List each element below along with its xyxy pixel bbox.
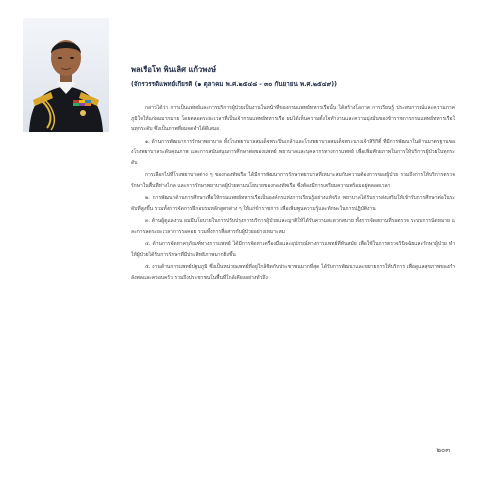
body-text: [131, 103, 455, 443]
officer-portrait: [23, 18, 109, 132]
paragraph: การเลือกไปที่โรงพยาบาลต่าง ๆ ของกองทัพเรือ ได้มีการพัฒนาการรักษาพยาบาลที่เหมาะสมกับความต้องการของผู้ป่วย รวมถึงการให้บริการตรวจรักษาในพื้นที่ห่างไกล และการรักษาพยาบาลผู้ป่วยตามนโยบายของกองทัพเรือ ซึ่งต้องมีการเตรียมความพร้อมอยู่ตลอดเวลา: [131, 172, 455, 189]
paragraph: ๔. ด้านการจัดหาครุภัณฑ์ทางการแพทย์ ได้มีการจัดหาเครื่องมือและอุปกรณ์ทางการแพทย์ที่ทันสมัย เพื่อใช้ในการตรวจวินิจฉัยและรักษาผู้ป่วย ทำให้ผู้ป่วยได้รับการรักษาที่มีประสิทธิภาพมากยิ่งขึ้น: [131, 241, 455, 258]
officer-name: พลเรือโท พินเลิศ แก้วพงษ์: [131, 65, 217, 74]
paragraph: ๓. ด้านผู้ดูแลงาน ผมมีนโยบายในการปรับปรุงการบริการผู้ป่วยและญาติให้ได้รับความสะดวกสบาย ทั้งการจัดสถานที่รอตรวจ ระบบการนัดหมาย และการลดระยะเวลาการรอคอย รวมทั้งการสื่อสารกับผู้ป่วยอย่างเหมาะสม: [131, 218, 455, 235]
name-block: [131, 64, 451, 89]
paragraph: ๕. งานด้านการแพทย์ปฐมภูมิ ซึ่งเป็นหน่วยแพทย์ที่อยู่ใกล้ชิดกับประชาชนมากที่สุด ได้รับการพัฒนาและขยายการให้บริการ เพื่อดูแลสุขภาพของกำลังพลและครอบครัว รวมถึงประชาชนในพื้นที่ใกล้เคียงอย่างทั่วถึง: [131, 264, 455, 281]
paragraph: กล่าวได้ว่า การเป็นแพทย์และการบริการผู้ป่วยเป็นงานในหน้าที่ของกรมแพทย์ทหารเรือนั้น ได้สร้างโอกาส การเรียนรู้ ประสบการณ์และความภาคภูมิใจให้แก่ผมมากมาย โดยตลอดระยะเวลาที่เป็นเจ้ากรมแพทย์ทหารเรือ ผมได้เห็นความตั้งใจทำงานและความมุ่งมั่นของข้าราชการกรมแพทย์ทหารเรือในทุกระดับ ซึ่งเป็นภาพที่ผมจดจำได้ดีเสมอ: [131, 105, 455, 132]
officer-portrait-image: [23, 18, 109, 132]
officer-term: (จักรวรรดิแพทย์เกียรติ (๑ ตุลาคม พ.ศ.๒๕๔๘ - ๓๐ กันยายน พ.ศ.๒๕๔๙)): [131, 81, 337, 88]
page-number: ๒๐๓: [436, 446, 450, 454]
paragraph: ๑. ด้านการพัฒนาการรักษาพยาบาล ทั้งโรงพยาบาลสมเด็จพระปิ่นเกล้าและโรงพยาบาลสมเด็จพระนางเจ้าสิริกิติ์ ที่มีการพัฒนาในด้านมาตรฐานของโรงพยาบาลระดับคุณภาพ และการสนับสนุนการศึกษาต่อของแพทย์ พยาบาลและบุคลากรทางการแพทย์ เพื่อเพิ่มศักยภาพในการให้บริการผู้ป่วยในทุกระดับ: [131, 138, 455, 166]
paragraph: ๒. การพัฒนาด้านการศึกษาเพื่อให้กรมแพทย์ทหารเรือเป็นองค์กรแห่งการเรียนรู้อย่างแท้จริง พยาบาลได้รับการส่งเสริมให้เข้ารับการศึกษาต่อในระดับที่สูงขึ้น รวมทั้งการจัดการฝึกอบรมหลักสูตรต่าง ๆ ให้แก่ข้าราชการ เพื่อเพิ่มพูนความรู้และทักษะในการปฏิบัติงาน: [131, 195, 455, 212]
